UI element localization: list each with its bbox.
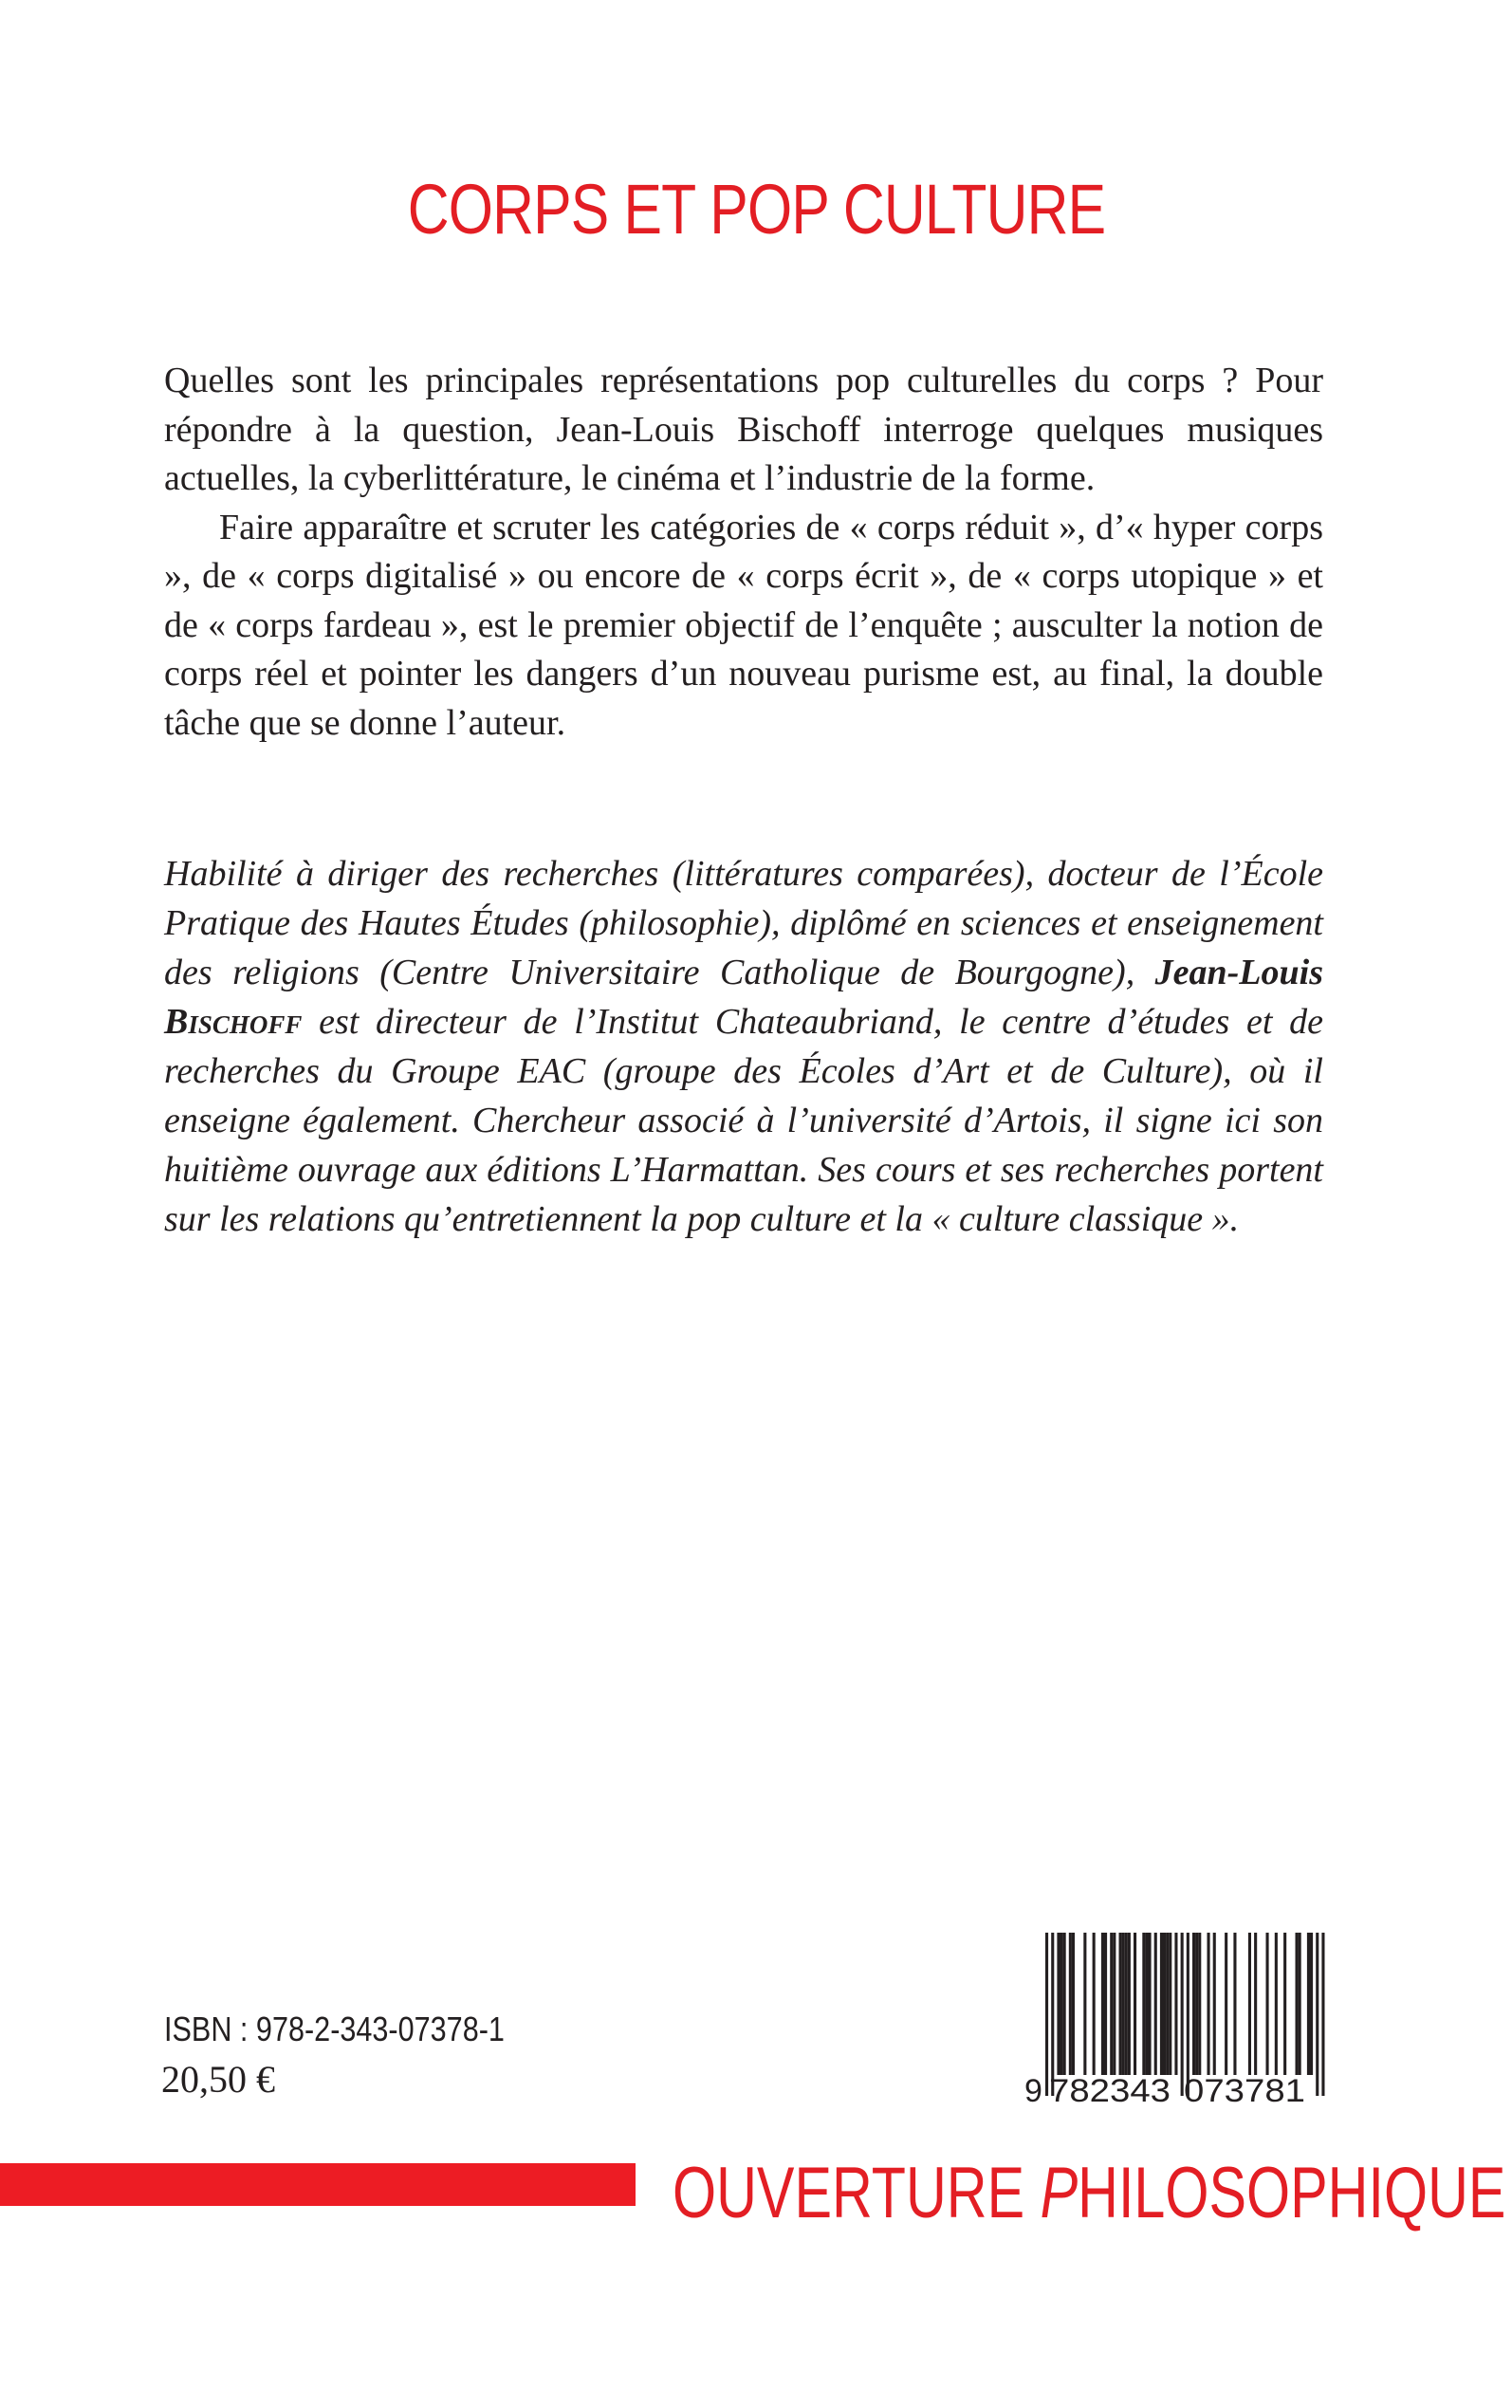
barcode-bar: [1310, 1933, 1313, 2075]
barcode-bar: [1113, 1933, 1116, 2075]
barcode-bar: [1110, 1933, 1113, 2075]
barcode-bar: [1275, 1933, 1278, 2075]
barcode-bar: [1198, 1933, 1201, 2075]
barcode-bar: [1051, 1933, 1054, 2096]
back-cover-summary: [164, 357, 1323, 748]
barcode-bar: [1195, 1933, 1198, 2075]
barcode-bar: [1174, 1933, 1177, 2075]
barcode-bar: [1213, 1933, 1216, 2075]
barcode-bar: [1045, 1933, 1048, 2096]
barcode-bar: [1299, 1933, 1301, 2075]
barcode-bar: [1169, 1933, 1171, 2075]
barcode-bar: [1266, 1933, 1269, 2075]
barcode-left-digits: 782343: [1049, 2073, 1171, 2103]
barcode-bar: [1187, 1933, 1189, 2096]
barcode-bar: [1160, 1933, 1163, 2075]
barcode-first-digit: 9: [1024, 2073, 1042, 2103]
bio-text: est directeur de l’Institut Chateaubriand, le centre d’études et de recherches du Groupe EAC (groupe des Écoles d’Art et de Culture), où il enseigne également. Chercheur associé à l’université d’Artois, il signe ici son huitième ouvrage aux éditions L’Harmattan. Ses cours et ses recherches portent sur les relations qu’entretiennent la pop culture et la « culture classique ».: [164, 1002, 1323, 1239]
barcode-bar: [1233, 1933, 1236, 2075]
author-biography: [164, 849, 1323, 1244]
barcode-bar: [1316, 1933, 1318, 2096]
bio-text: Habilité à diriger des recherches (littératures comparées), docteur de l’École Pratique des Hautes Études (philosophie), diplômé en sciences et enseignement des religions (Centre Universitaire Catholique de Bourgogne),: [164, 854, 1323, 992]
barcode-bar: [1192, 1933, 1195, 2075]
barcode-bar: [1134, 1933, 1136, 2075]
barcode-bar: [1181, 1933, 1184, 2096]
barcode-bar: [1154, 1933, 1157, 2075]
author-name: Jean-Louis Bischoff: [164, 953, 1323, 1042]
barcode-right-digits: 073781: [1184, 2073, 1305, 2103]
summary-paragraph: Quelles sont les principales représentations pop culturelles du corps ? Pour répondre à la question, Jean-Louis Bischoff interroge quelques musiques actuelles, la cyberlittérature, le cinéma et l’industrie de la forme.: [164, 361, 1323, 498]
barcode-bar: [1208, 1933, 1210, 2075]
barcode-bar: [1104, 1933, 1107, 2075]
barcode-bar: [1057, 1933, 1060, 2075]
barcode-bar: [1296, 1933, 1299, 2075]
barcode-bar: [1063, 1933, 1066, 2075]
barcode-bar: [1166, 1933, 1169, 2075]
summary-paragraph: Faire apparaître et scruter les catégories de « corps réduit », d’« hyper corps », de « corps digitalisé » ou encore de « corps écrit », de « corps utopique » et de « corps fardeau », est le premier objectif de l’enquête ; ausculter la notion de corps réel et pointer les dangers d’un nouveau purisme est, au final, la double tâche que se donne l’auteur.: [164, 507, 1323, 743]
barcode-bar: [1125, 1933, 1128, 2075]
barcode-bar: [1225, 1933, 1227, 2075]
barcode-bar: [1128, 1933, 1131, 2075]
barcode-bar: [1142, 1933, 1145, 2075]
collection-name: OUVERTURE PHILOSOPHIQUE: [673, 2153, 1506, 2233]
barcode-bar: [1248, 1933, 1251, 2075]
barcode-bar: [1119, 1933, 1122, 2075]
barcode-bar: [1060, 1933, 1063, 2075]
barcode-bar: [1122, 1933, 1125, 2075]
barcode-bar: [1101, 1933, 1104, 2075]
barcode-bar: [1283, 1933, 1286, 2075]
red-band: [0, 2163, 636, 2206]
barcode-bar: [1307, 1933, 1310, 2075]
barcode-bar: [1321, 1933, 1324, 2096]
barcode-bar: [1163, 1933, 1166, 2075]
barcode-bar: [1145, 1933, 1148, 2075]
barcode-bar: [1072, 1933, 1075, 2075]
isbn: ISBN : 978-2-343-07378-1: [164, 2010, 505, 2048]
barcode-bar: [1149, 1933, 1152, 2075]
price: 20,50 €: [161, 2058, 275, 2101]
barcode-bar: [1083, 1933, 1086, 2075]
barcode-bar: [1093, 1933, 1096, 2075]
book-title: CORPS ET POP CULTURE: [407, 170, 1105, 249]
barcode: [1023, 1933, 1326, 2103]
barcode-bar: [1254, 1933, 1257, 2075]
barcode-bar: [1069, 1933, 1072, 2075]
